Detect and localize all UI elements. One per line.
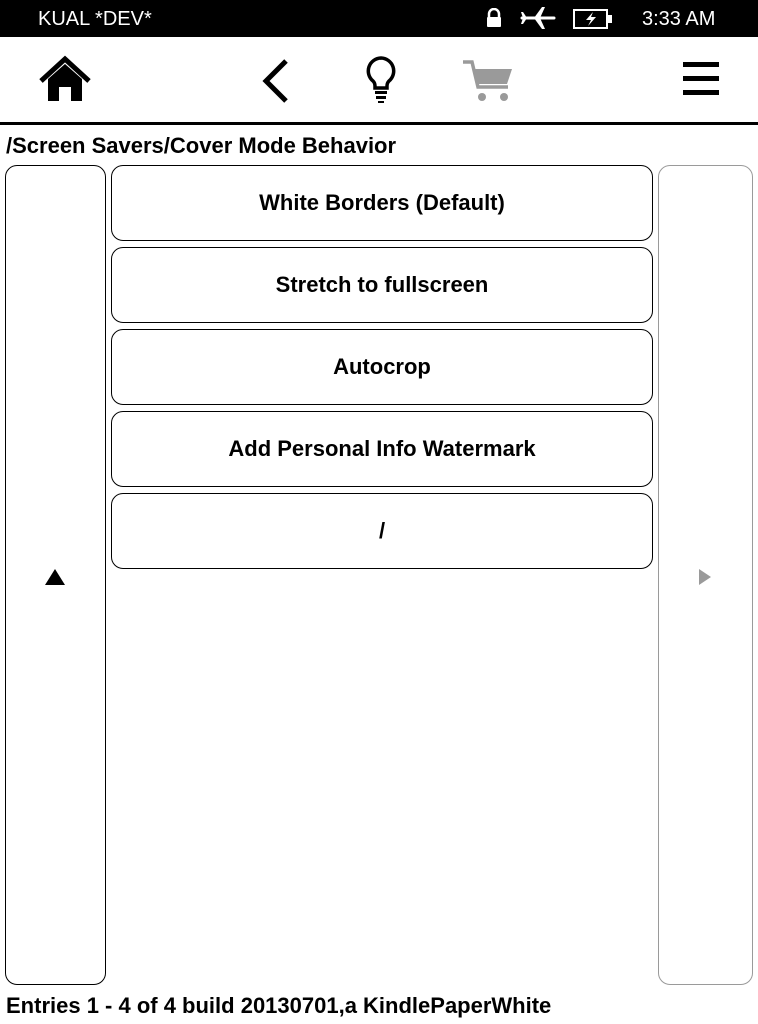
menu-item-personal-info-watermark[interactable]: Add Personal Info Watermark	[111, 411, 653, 487]
shopping-cart-icon[interactable]	[460, 57, 516, 105]
toolbar-divider	[0, 122, 758, 125]
menu-item-root[interactable]: /	[111, 493, 653, 569]
airplane-mode-icon	[520, 5, 556, 31]
home-icon[interactable]	[38, 55, 92, 105]
lightbulb-icon[interactable]	[362, 55, 400, 105]
menu-item-autocrop[interactable]: Autocrop	[111, 329, 653, 405]
page-up-button[interactable]	[5, 165, 106, 985]
menu-icon[interactable]	[680, 59, 722, 99]
status-bar	[0, 0, 758, 37]
back-arrow-icon[interactable]	[256, 57, 296, 105]
menu-list	[111, 165, 653, 575]
lock-icon	[485, 8, 503, 28]
triangle-right-icon	[699, 569, 711, 585]
breadcrumb: /Screen Savers/Cover Mode Behavior	[6, 133, 397, 158]
toolbar	[0, 37, 758, 122]
triangle-up-icon	[45, 569, 65, 585]
status-time: 3:33 AM	[642, 8, 716, 30]
menu-item-stretch-fullscreen[interactable]: Stretch to fullscreen	[111, 247, 653, 323]
page-next-button[interactable]	[658, 165, 753, 985]
menu-item-white-borders[interactable]: White Borders (Default)	[111, 165, 653, 241]
battery-charging-icon	[573, 9, 613, 29]
footer-status: Entries 1 - 4 of 4 build 20130701,a KindlePaperWhite	[6, 993, 552, 1018]
status-title: KUAL *DEV*	[38, 8, 152, 30]
